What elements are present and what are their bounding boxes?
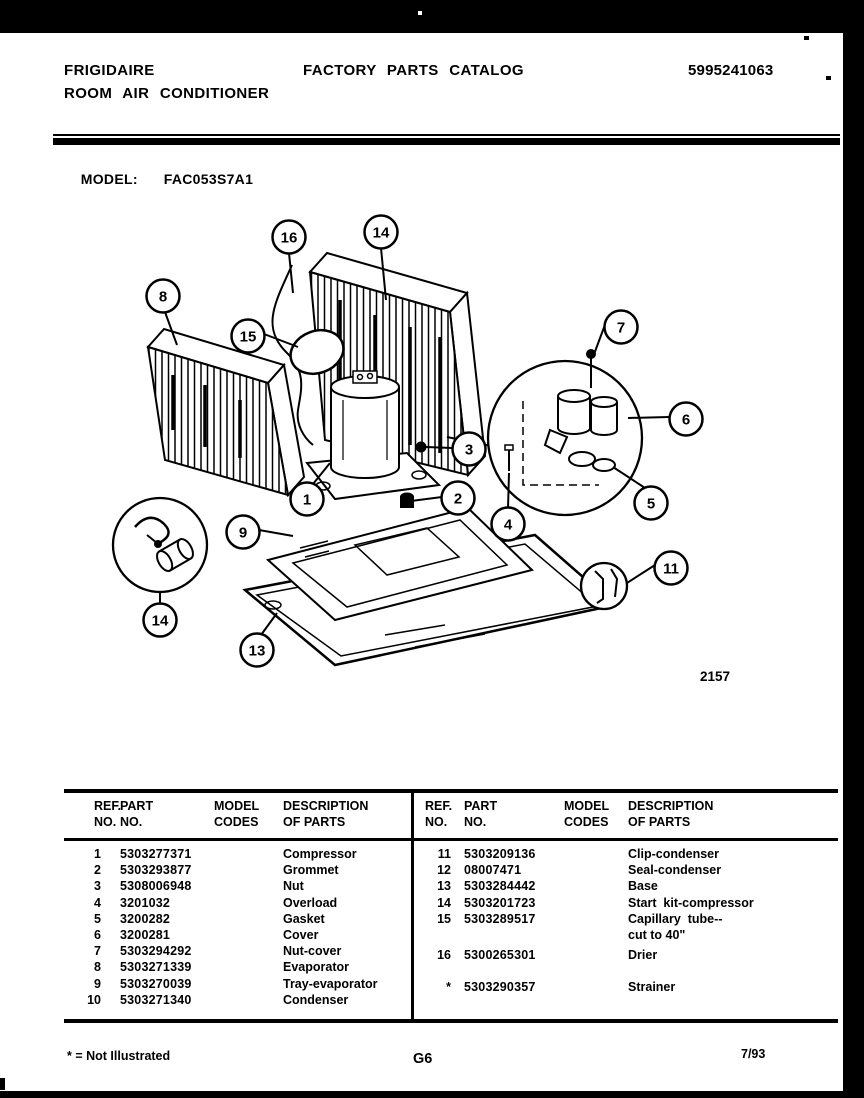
part-no-cell: 5303271340 xyxy=(120,992,192,1007)
scan-artifact xyxy=(0,1078,5,1090)
part-no-cell: 5303209136 xyxy=(464,847,536,861)
ref-no-cell: 10 xyxy=(87,992,101,1007)
header-rule-thick xyxy=(53,138,840,145)
part-no-cell: 5303284442 xyxy=(464,879,536,894)
callout-1: 1 xyxy=(302,491,312,509)
part-no-cell: 5303277371 xyxy=(120,847,192,861)
publication-number: 5995241063 xyxy=(688,62,774,79)
description-cell: Start kit-compressor xyxy=(628,895,754,910)
description-cell: Evaporator xyxy=(283,960,349,975)
ref-no-cell: 16 xyxy=(437,948,451,963)
part-no-cell: 3201032 xyxy=(120,895,171,910)
table-row xyxy=(425,979,835,995)
column-header-desc: DESCRIPTION OF PARTS xyxy=(283,799,369,829)
table-rule-bottom xyxy=(64,1019,838,1023)
part-no-cell: 3200282 xyxy=(120,911,171,926)
scan-top-bar xyxy=(0,0,864,33)
model-codes-cell xyxy=(219,878,283,894)
scan-bottom-bar xyxy=(0,1091,864,1098)
ref-no-cell xyxy=(425,927,451,943)
table-row xyxy=(64,911,409,927)
ref-no-cell: 3 xyxy=(94,879,101,894)
model-codes-cell xyxy=(219,911,283,927)
model-line xyxy=(64,155,253,203)
condenser-clip-detail xyxy=(581,563,627,609)
callout-14b: 14 xyxy=(151,612,169,630)
ref-no-cell: 7 xyxy=(94,944,101,959)
ref-no-cell: 5 xyxy=(94,911,101,926)
table-row xyxy=(425,947,835,963)
header-rule-thin xyxy=(53,134,840,136)
ref-no-cell: 2 xyxy=(94,863,101,878)
table-row xyxy=(64,895,409,911)
table-row xyxy=(425,927,835,943)
description-cell: Tray-evaporator xyxy=(283,976,378,991)
table-row xyxy=(425,895,835,911)
model-codes-cell xyxy=(564,878,628,894)
table-row xyxy=(425,862,835,878)
table-row xyxy=(425,911,835,927)
description-cell: Seal-condenser xyxy=(628,863,722,878)
description-cell: Compressor xyxy=(283,847,357,861)
callout-16: 16 xyxy=(280,229,298,247)
description-cell: cut to 40" xyxy=(628,927,686,942)
page-number: G6 xyxy=(413,1051,433,1067)
model-codes-cell xyxy=(564,911,628,927)
column-header-codes: MODEL CODES xyxy=(564,799,610,829)
description-cell: Cover xyxy=(283,927,319,942)
scan-artifact xyxy=(804,36,809,40)
callout-11: 11 xyxy=(663,560,679,578)
model-codes-cell xyxy=(564,862,628,878)
description-cell: Condenser xyxy=(283,992,349,1007)
callout-15: 15 xyxy=(239,328,257,346)
part-no-cell: 5303201723 xyxy=(464,895,536,910)
model-codes-cell xyxy=(219,976,283,992)
description-cell: Gasket xyxy=(283,911,325,926)
table-rule-top xyxy=(64,789,838,793)
description-cell: Base xyxy=(628,879,658,894)
model-codes-cell xyxy=(219,846,283,862)
ref-no-cell: 12 xyxy=(437,863,451,878)
parts-table xyxy=(64,789,838,1023)
description-cell: Nut xyxy=(283,879,304,894)
part-no-cell: 5303294292 xyxy=(120,944,192,959)
column-header-part: PART NO. xyxy=(464,799,498,829)
description-cell: Nut-cover xyxy=(283,944,342,959)
column-header-desc: DESCRIPTION OF PARTS xyxy=(628,799,714,829)
parts-list-left xyxy=(64,846,409,1008)
part-no-cell: 5303289517 xyxy=(464,911,536,926)
scan-artifact xyxy=(826,76,831,80)
figure-number: 2157 xyxy=(700,669,731,684)
ref-no-cell: 9 xyxy=(94,976,101,991)
table-row xyxy=(64,976,409,992)
ref-no-cell: 13 xyxy=(437,879,451,894)
brand-name: FRIGIDAIRE xyxy=(64,62,155,79)
callout-6: 6 xyxy=(681,411,691,429)
brand-product-line: ROOM AIR CONDITIONER xyxy=(64,85,270,102)
table-row xyxy=(64,992,409,1008)
ref-no-cell: 11 xyxy=(437,847,451,861)
ref-no-cell: 8 xyxy=(94,960,101,975)
model-codes-cell xyxy=(564,895,628,911)
part-no-cell: 5308006948 xyxy=(120,879,192,894)
table-rule-header xyxy=(64,838,838,841)
table-divider xyxy=(411,789,414,1023)
table-row xyxy=(425,878,835,894)
evaporator-coil xyxy=(148,329,304,495)
part-no-cell xyxy=(464,927,564,943)
table-row xyxy=(425,846,835,862)
description-cell: Overload xyxy=(283,895,338,910)
part-no-cell: 5300265301 xyxy=(464,948,536,963)
part-no-cell: 5303271339 xyxy=(120,960,192,975)
callout-4: 4 xyxy=(503,516,513,534)
ref-no-cell: * xyxy=(446,980,451,995)
model-codes-cell xyxy=(219,927,283,943)
ref-no-cell: 1 xyxy=(94,847,101,861)
callout-9: 9 xyxy=(238,524,248,542)
table-row xyxy=(64,862,409,878)
callout-14: 14 xyxy=(372,224,390,242)
callout-5: 5 xyxy=(646,495,656,513)
model-codes-cell xyxy=(219,895,283,911)
model-codes-cell xyxy=(219,862,283,878)
model-codes-cell xyxy=(564,927,628,943)
date-code: 7/93 xyxy=(741,1047,766,1061)
part-no-cell: 5303270039 xyxy=(120,976,192,991)
catalog-title: FACTORY PARTS CATALOG xyxy=(303,62,524,79)
nut xyxy=(417,443,426,452)
part-no-cell: 5303290357 xyxy=(464,980,536,995)
exploded-parts-diagram xyxy=(55,205,755,705)
table-row xyxy=(64,878,409,894)
description-cell: Drier xyxy=(628,948,658,963)
part-no-cell: 5303293877 xyxy=(120,863,192,878)
callout-13: 13 xyxy=(248,642,266,660)
parts-list-right xyxy=(425,846,835,996)
model-codes-cell xyxy=(219,992,283,1008)
not-illustrated-note: * = Not Illustrated xyxy=(67,1049,171,1063)
callout-7: 7 xyxy=(616,319,626,337)
callout-2: 2 xyxy=(453,490,463,508)
table-row xyxy=(64,927,409,943)
model-number: FAC053S7A1 xyxy=(163,171,254,187)
model-codes-cell xyxy=(564,947,628,963)
part-no-cell: 3200281 xyxy=(120,927,171,942)
description-cell: Grommet xyxy=(283,863,339,878)
description-cell: Capillary tube-- xyxy=(628,911,723,926)
column-header-codes: MODEL CODES xyxy=(214,799,260,829)
column-header-part: PART NO. xyxy=(120,799,154,829)
model-codes-cell xyxy=(564,979,628,995)
part-no-cell: 08007471 xyxy=(464,863,522,878)
ref-no-cell: 14 xyxy=(437,895,451,910)
model-label: MODEL: xyxy=(80,171,138,187)
table-row xyxy=(64,943,409,959)
ref-no-cell: 4 xyxy=(94,895,101,910)
start-kit-detail-circle xyxy=(113,498,207,592)
overload-detail-circle xyxy=(488,361,642,515)
model-codes-cell xyxy=(219,959,283,975)
model-codes-cell xyxy=(219,943,283,959)
ref-no-cell: 15 xyxy=(437,911,451,926)
column-header-ref: REF. NO. xyxy=(425,799,453,829)
scan-right-strip xyxy=(843,33,864,1098)
model-codes-cell xyxy=(564,846,628,862)
callout-8: 8 xyxy=(158,288,168,306)
description-cell: Clip-condenser xyxy=(628,847,719,861)
scan-artifact xyxy=(418,11,422,15)
ref-no-cell: 6 xyxy=(94,927,101,942)
column-header-ref: REF. NO. xyxy=(94,799,122,829)
callout-3: 3 xyxy=(464,441,474,459)
table-row xyxy=(64,959,409,975)
table-row xyxy=(64,846,409,862)
description-cell: Strainer xyxy=(628,980,676,995)
